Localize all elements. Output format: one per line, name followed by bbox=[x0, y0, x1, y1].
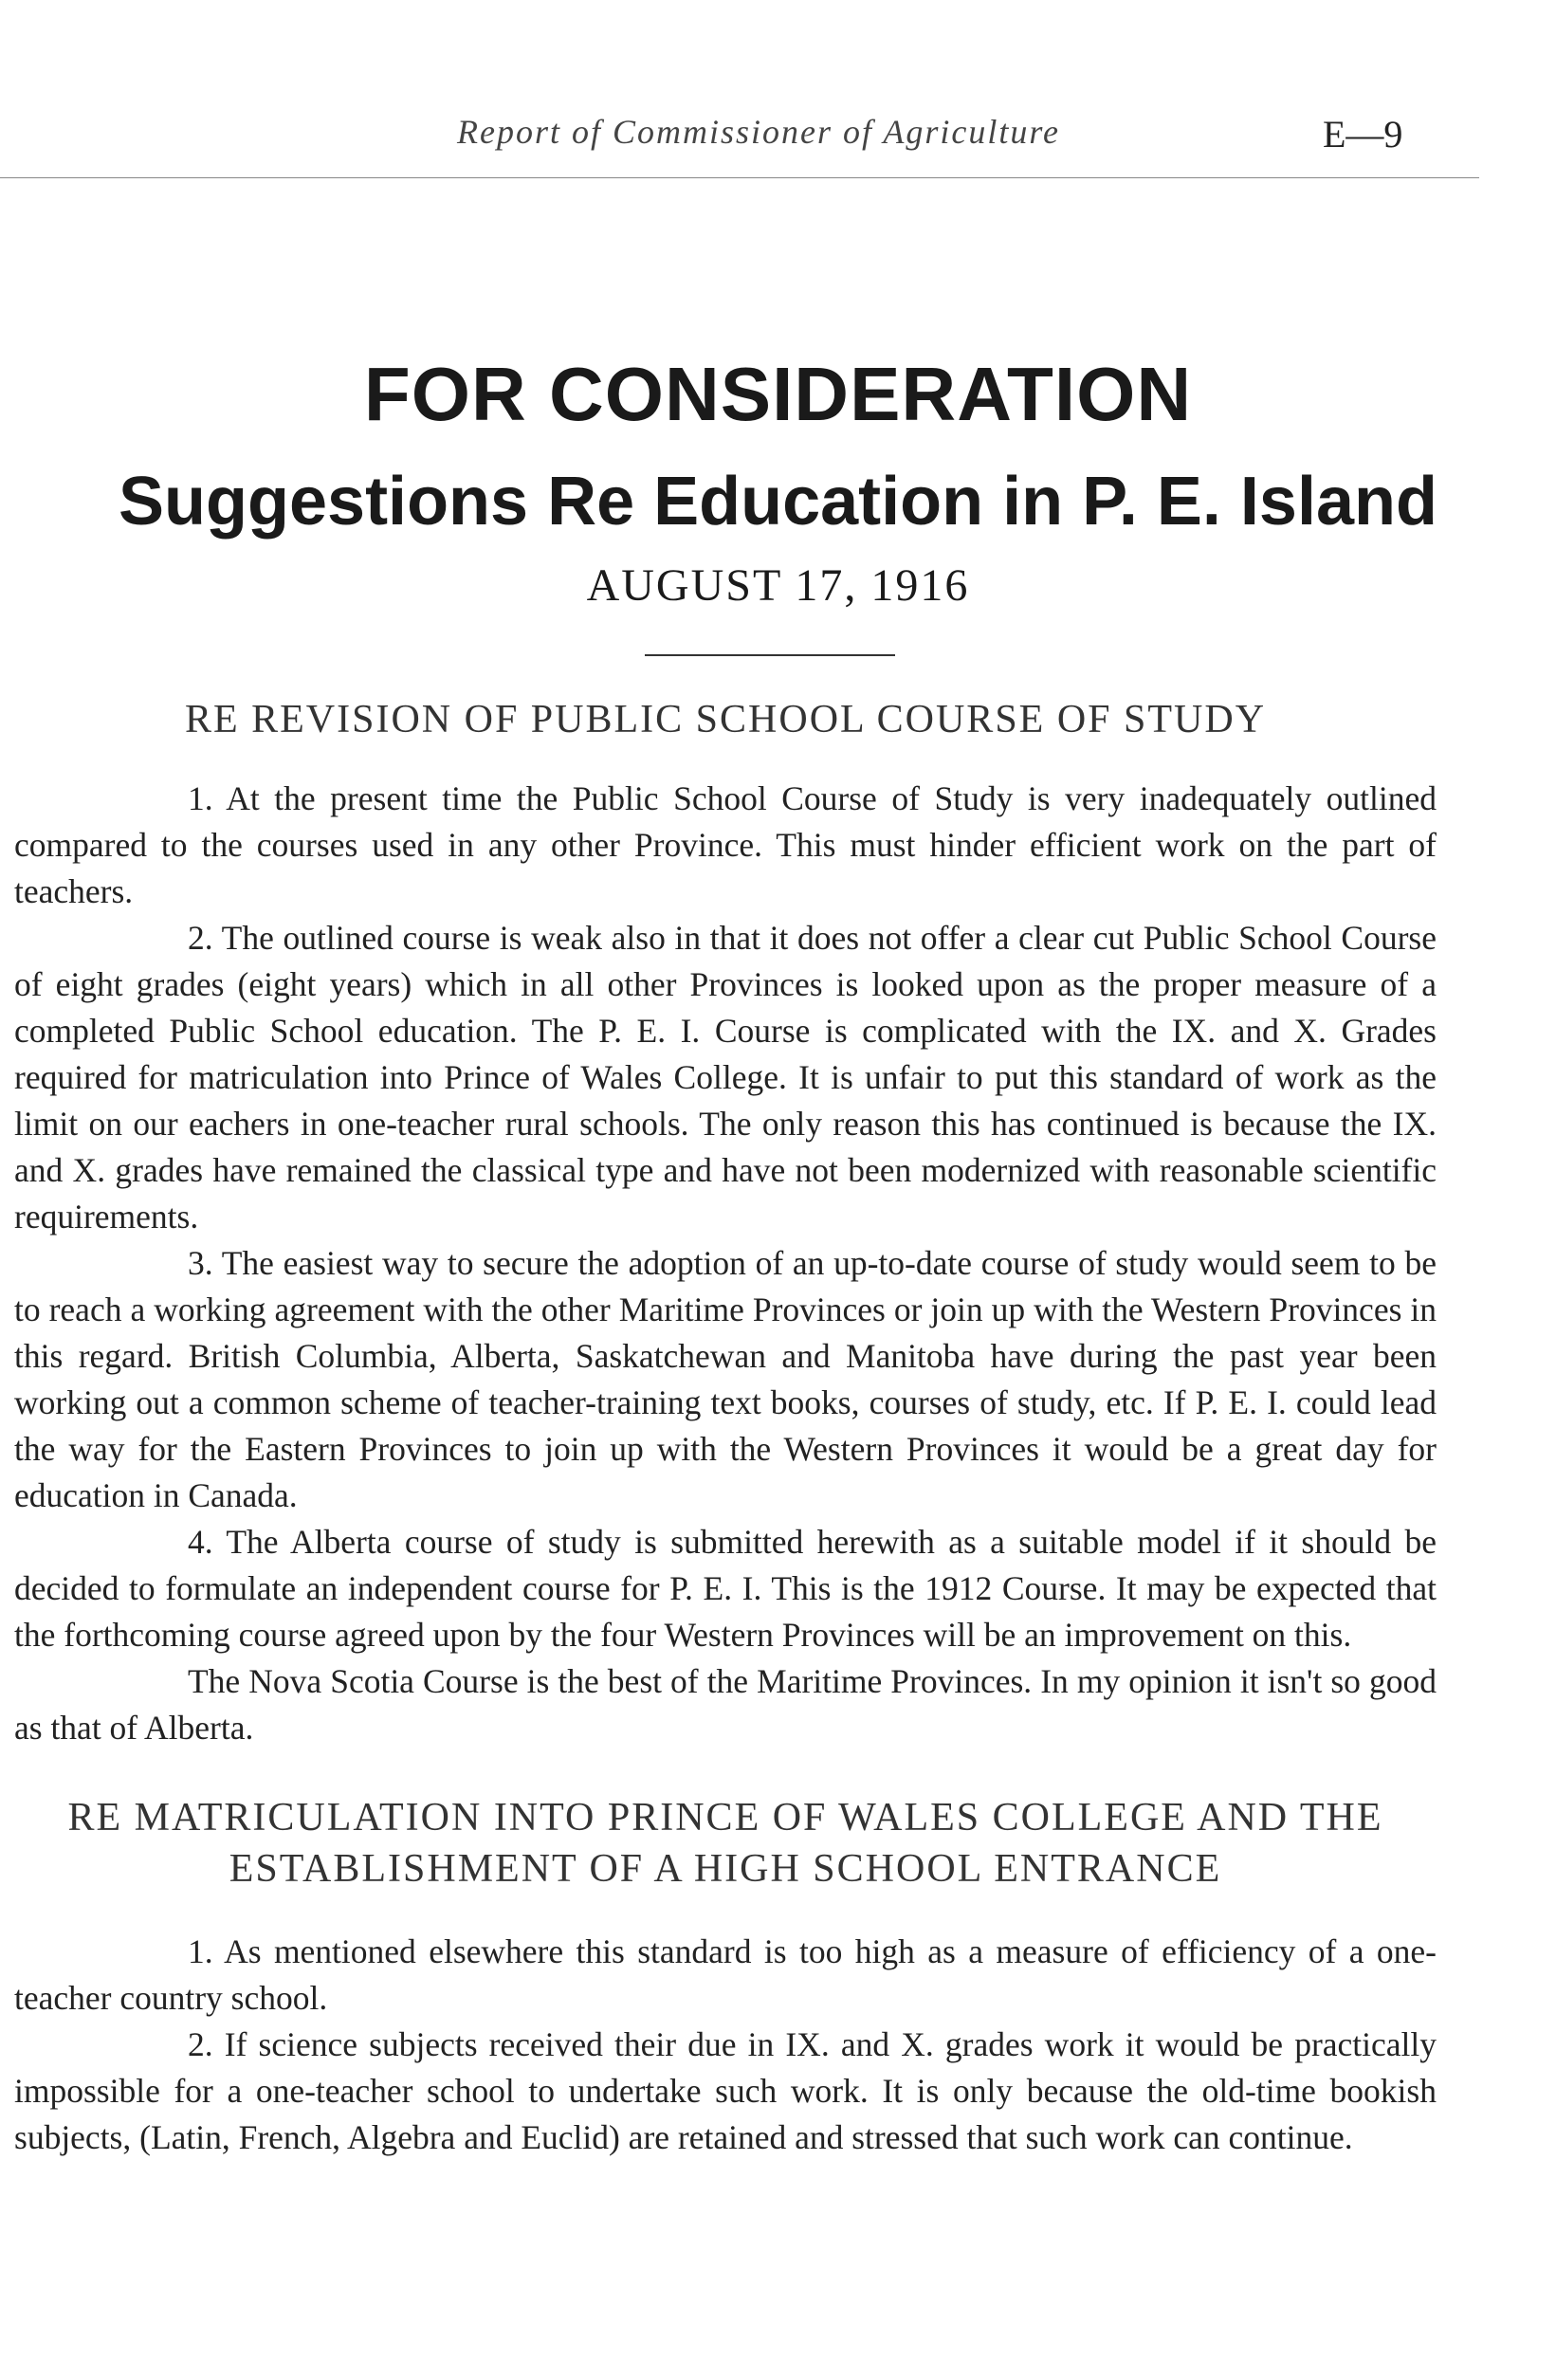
document-subtitle: Suggestions Re Education in P. E. Island bbox=[119, 464, 1437, 540]
paragraph: 1. At the present time the Public School Course of Study is very inadequately outlined compared to the courses used in any other Province. This must hinder efficient work on the part of teachers. bbox=[14, 779, 1437, 910]
header-rule bbox=[0, 177, 1479, 178]
section-matriculation bbox=[14, 1792, 1437, 2161]
document-date: AUGUST 17, 1916 bbox=[586, 560, 970, 611]
paragraph: 2. The outlined course is weak also in that it does not offer a clear cut Public School Course of eight grades (eight years) which in all other Provinces is looked upon as the proper measure of a completed Public School education. The P. E. I. Course is complicated with the IX. and X. Grades required for matriculation into Prince of Wales College. It is unfair to put this standard of work as the limit on our eachers in one-teacher rural schools. The only reason this has continued is because the IX. and X. grades have remained the classical type and have not been modernized with reasonable scientific requirements. bbox=[14, 919, 1437, 1236]
section-heading: RE REVISION OF PUBLIC SCHOOL COURSE OF STUDY bbox=[184, 698, 1267, 741]
page-number: E—9 bbox=[1323, 113, 1403, 156]
running-title: Report of Commissioner of Agriculture bbox=[457, 113, 1060, 151]
section-course-of-study bbox=[14, 694, 1437, 1751]
paragraph: 2. If science subjects received their due in IX. and X. grades work it would be practically impossible for a one-teacher school to undertake such work. It is only because the old-time bookish subjects, (Latin, French, Algebra and Euclid) are retained and stressed that such work can continue. bbox=[14, 2025, 1437, 2156]
paragraph: The Nova Scotia Course is the best of the Maritime Provinces. In my opinion it isn't so good as that of Alberta. bbox=[14, 1662, 1437, 1747]
document-title: FOR CONSIDERATION bbox=[363, 352, 1193, 436]
paragraph: 4. The Alberta course of study is submitted herewith as a suitable model if it should be decided to formulate an independent course for P. E. I. This is the 1912 Course. It may be expected that the forthcoming course agreed upon by the four Western Provinces will be an improvement on this. bbox=[14, 1523, 1437, 1654]
title-rule bbox=[645, 654, 895, 656]
section-heading: RE MATRICULATION INTO PRINCE OF WALES COLLEGE AND THE ESTABLISHMENT OF A HIGH SCHOOL ENTRANCE bbox=[67, 1796, 1383, 1891]
paragraph: 1. As mentioned elsewhere this standard is too high as a measure of efficiency of a one-teacher country school. bbox=[14, 1932, 1437, 2017]
paragraph: 3. The easiest way to secure the adoption of an up-to-date course of study would seem to be to reach a working agreement with the other Maritime Provinces or join up with the Western Provinces in this regard. British Columbia, Alberta, Saskatchewan and Manitoba have during the past year been working out a common scheme of teacher-training text books, courses of study, etc. If P. E. I. could lead the way for the Eastern Provinces to join up with the Western Provinces it would be a great day for education in Canada. bbox=[14, 1244, 1437, 1514]
